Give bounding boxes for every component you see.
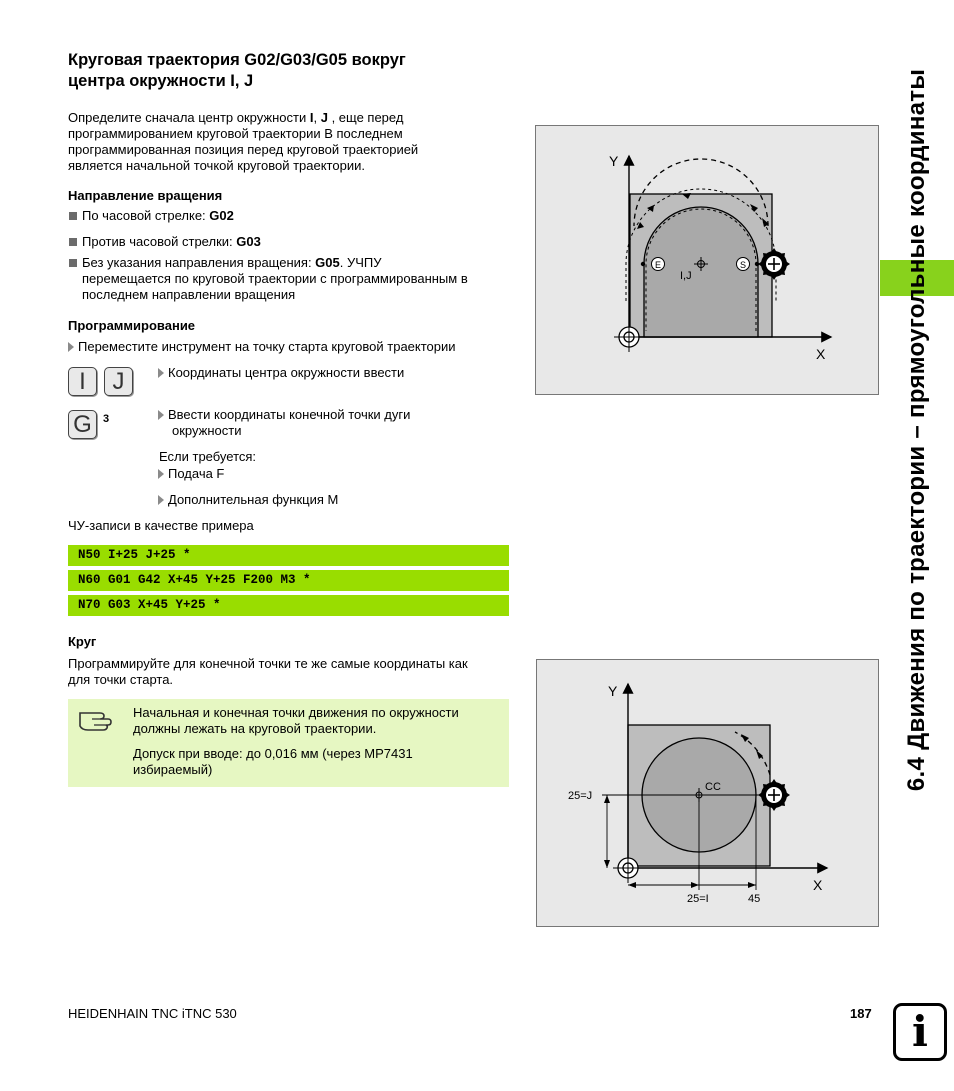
cw-item: По часовой стрелке: G02 (82, 208, 234, 223)
info-icon-glyph: i (912, 1007, 928, 1056)
note-box (68, 699, 509, 787)
key-i-button[interactable]: I (68, 367, 97, 396)
start-point-label: S (739, 260, 747, 270)
programming-heading: Программирование (68, 318, 196, 333)
note-text: Начальная и конечная точки движения по окружности должны лежать на круговой траектории. Допуск при вводе: до 0,016 мм (через MP7431 избираемый) (133, 705, 459, 777)
intro-paragraph: Определите сначала центр окружности I, J , еще перед программированием круговой траектории В последнем программированная позиция перед круговой траекторией является начальной точкой круговой траектории. (68, 110, 419, 173)
key-j-button[interactable]: J (104, 367, 133, 396)
info-icon (893, 1003, 947, 1061)
arc-diagram (536, 126, 878, 394)
key-g-button[interactable]: G (68, 410, 97, 439)
if-needed-label: Если требуется: (159, 449, 257, 464)
footer-product: HEIDENHAIN TNC iTNC 530 (68, 1006, 237, 1021)
direction-heading: Направление вращения (68, 188, 223, 203)
figure-full-circle (536, 659, 879, 927)
center-cc-label: CC (705, 781, 721, 793)
example-label: ЧУ-записи в качестве примера (68, 518, 254, 533)
code-line: N70 G03 X+45 Y+25 * (68, 595, 509, 616)
circle-diagram (537, 660, 878, 926)
j-dimension-label: 25=J (568, 790, 593, 802)
end-point-label: E (654, 260, 662, 270)
step-move-tool: Переместите инструмент на точку старта круговой траектории (68, 339, 456, 355)
step-feed: Подача F (158, 466, 224, 482)
no-direction-item: Без указания направления вращения: G05. УЧПУ перемещается по круговой траектории с программированным в последнем направлении вращения (82, 255, 468, 302)
bullet-icon (69, 238, 77, 246)
ccw-item: Против часовой стрелки: G03 (82, 234, 261, 249)
triangle-arrow-icon (158, 368, 164, 378)
key-g-number: 3 (103, 413, 110, 425)
step-aux: Дополнительная функция M (158, 492, 338, 508)
axis-y-label: Y (609, 153, 619, 169)
bullet-icon (69, 259, 77, 267)
page-number: 187 (850, 1006, 872, 1021)
figure-arc-ij (535, 125, 879, 395)
triangle-arrow-icon (68, 342, 74, 352)
triangle-arrow-icon (158, 410, 164, 420)
axis-y-label: Y (608, 683, 618, 699)
axis-x-label: X (813, 877, 823, 893)
chapter-title: 6.4 Движения по траектории – прямоугольные координаты (903, 68, 930, 792)
axis-x-label: X (816, 346, 826, 362)
triangle-arrow-icon (158, 469, 164, 479)
center-ij-label: I,J (680, 270, 692, 282)
i-dimension-label: 25=I (687, 893, 709, 905)
circle-heading: Круг (68, 634, 97, 649)
triangle-arrow-icon (158, 495, 164, 505)
code-line: N50 I+25 J+25 * (68, 545, 509, 566)
step-enter-center: Координаты центра окружности ввести (158, 365, 404, 381)
page-title: Круговая траектория G02/G03/G05 вокруг центра окружности I, J (68, 51, 406, 90)
code-line: N60 G01 G42 X+45 Y+25 F200 M3 * (68, 570, 509, 591)
bullet-icon (69, 212, 77, 220)
x45-dimension-label: 45 (748, 893, 761, 905)
pointing-hand-icon (78, 707, 114, 733)
step-enter-endpoint: Ввести координаты конечной точки дуги окружности (158, 407, 488, 439)
circle-paragraph: Программируйте для конечной точки те же самые координаты как для точки старта. (68, 656, 468, 687)
